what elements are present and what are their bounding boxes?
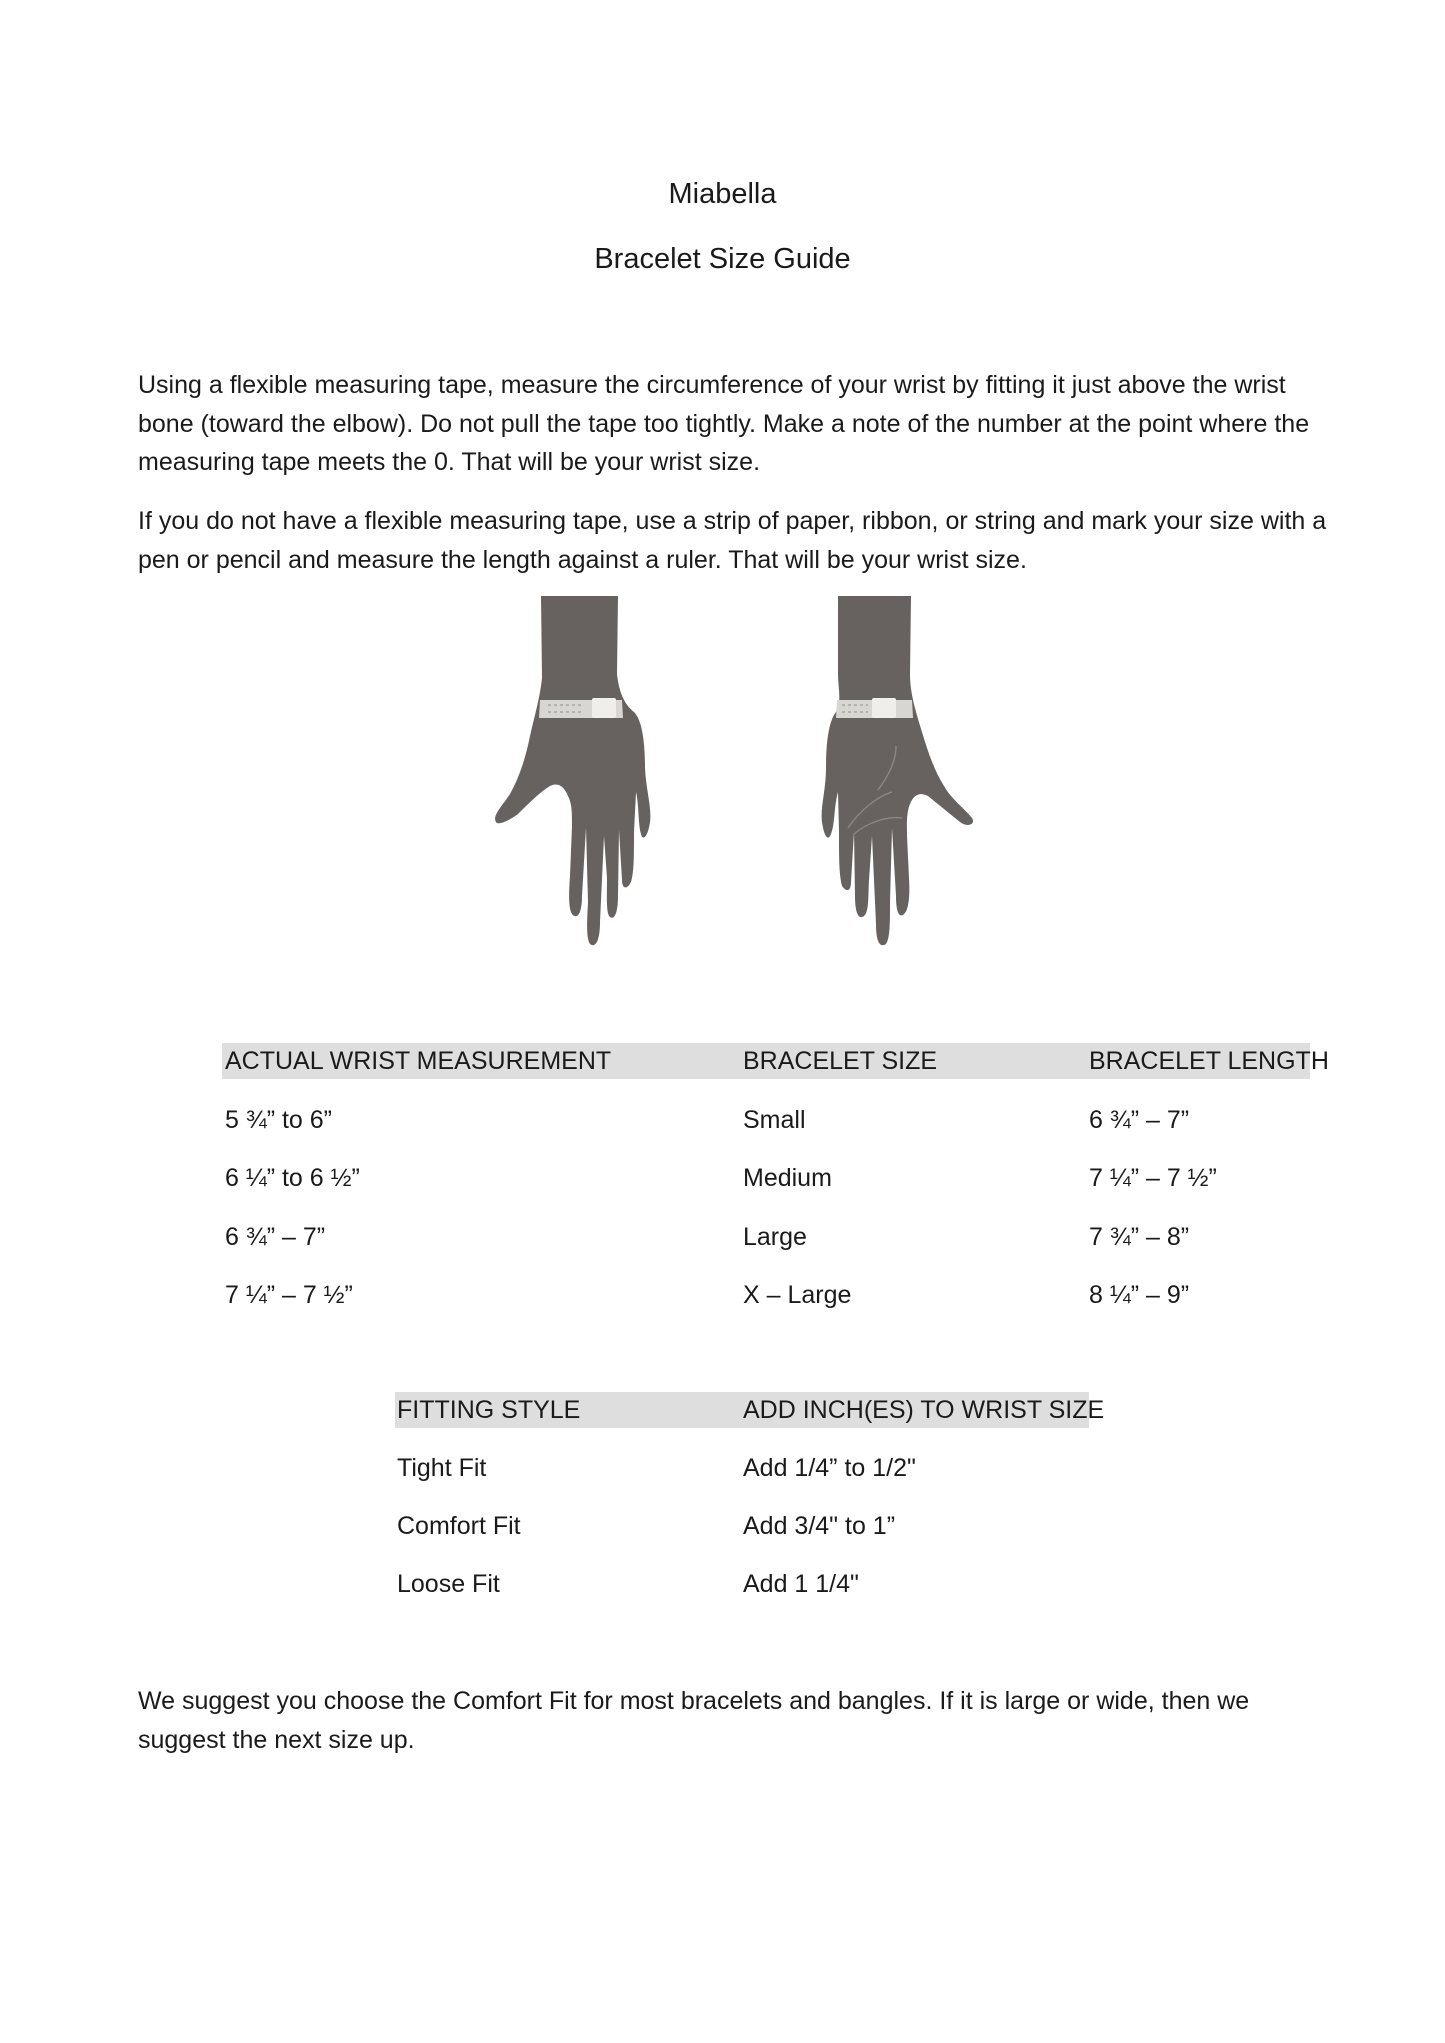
right-hand-icon — [822, 596, 973, 945]
brand-name: Miabella — [668, 178, 777, 210]
size-table-cell-length: 7 ¼” – 7 ½” — [1089, 1164, 1217, 1192]
fit-table-header-add: ADD INCH(ES) TO WRIST SIZE — [743, 1396, 1105, 1424]
instructions-paragraph: Using a flexible measuring tape, measure the circumference of your wrist by fitting it just above the wrist bone (toward the elbow). Do not pull the tape too tightly. Make a note of the number at the point where the measuring tape meets the 0. That will be your wrist size. — [138, 371, 1310, 476]
recommendation-paragraph: We suggest you choose the Comfort Fit for most bracelets and bangles. If it is large or wide, then we suggest the next size up. — [138, 1687, 1250, 1754]
fit-table-cell-style: Loose Fit — [397, 1570, 500, 1598]
size-table-cell-wrist: 5 ¾” to 6” — [225, 1106, 332, 1134]
size-table-header-wrist: ACTUAL WRIST MEASUREMENT — [225, 1047, 612, 1075]
fit-table-cell-add: Add 3/4" to 1” — [743, 1512, 896, 1540]
fit-table-header-style: FITTING STYLE — [397, 1396, 581, 1424]
size-table-cell-length: 8 ¼” – 9” — [1089, 1281, 1190, 1309]
alternative-instructions-paragraph: If you do not have a flexible measuring tape, use a strip of paper, ribbon, or string and mark your size with a pen or pencil and measure the length against a ruler. That will be your wrist size. — [138, 507, 1327, 574]
fit-table-cell-add: Add 1/4” to 1/2" — [743, 1454, 916, 1482]
size-table-cell-size: Large — [743, 1223, 807, 1251]
fit-table-cell-style: Comfort Fit — [397, 1512, 521, 1540]
page-title: Bracelet Size Guide — [594, 243, 851, 275]
size-table-cell-length: 6 ¾” – 7” — [1089, 1106, 1190, 1134]
fit-table-cell-style: Tight Fit — [397, 1454, 487, 1482]
left-hand-icon — [495, 596, 650, 945]
fit-table-cell-add: Add 1 1/4" — [743, 1570, 859, 1598]
size-table-header-length: BRACELET LENGTH — [1089, 1047, 1329, 1075]
size-table-cell-size: Medium — [743, 1164, 832, 1192]
size-table-cell-size: X – Large — [743, 1281, 852, 1309]
size-table-cell-wrist: 7 ¼” – 7 ½” — [225, 1281, 353, 1309]
size-table-cell-wrist: 6 ¼” to 6 ½” — [225, 1164, 360, 1192]
size-table-cell-wrist: 6 ¾” – 7” — [225, 1223, 326, 1251]
size-table-cell-size: Small — [743, 1106, 806, 1134]
size-table-cell-length: 7 ¾” – 8” — [1089, 1223, 1190, 1251]
size-table-header-size: BRACELET SIZE — [743, 1047, 938, 1075]
hands-with-bracelet-icon — [476, 596, 976, 968]
